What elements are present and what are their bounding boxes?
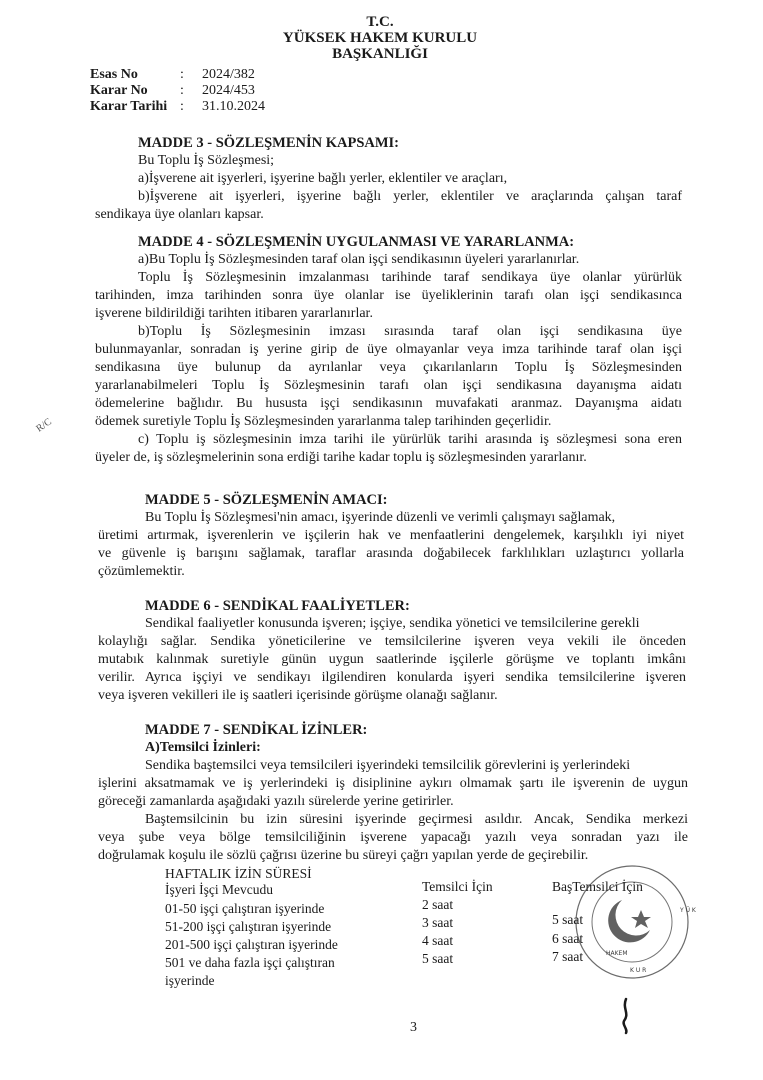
meta-karar-tarihi: Karar Tarihi : 31.10.2024 [90,99,265,114]
madde-5-line: çözümlemektir. [98,564,185,579]
madde-7-line: işlerini aksatmamak ve iş yerlerindeki iş disiplinine aykırı olmamak şartı ile işverenin de uygun [98,776,688,791]
madde-5-line: Bu Toplu İş Sözleşmesi'nin amacı, işyerinde düzenli ve verimli çalışmayı sağlamak, [145,510,616,525]
page-number: 3 [410,1020,417,1035]
table-cell: 01-50 işçi çalıştıran işyerinde [165,901,325,916]
madde-4-line: Toplu İş Sözleşmesinin imzalanması tarihinde taraf sendikaya üye olanlar yürürlük [138,270,682,285]
madde-4-line: tarihinden, imza tarihinden sonra üye olanlar ise üyeliklerinin tarafı olan işçi sendikasınca [95,288,682,303]
table-cell: 51-200 işçi çalıştıran işyerinde [165,919,332,934]
svg-text:Y Ü K: Y Ü K [680,907,696,914]
meta-value: 2024/453 [202,83,255,98]
madde-5-line: üretimi artırmak, işverenlerin ve işçilerin hak ve menfaatlerini dengelemek, karşılıklı iyi niyet [98,528,684,543]
table-cell: 2 saat [422,897,454,912]
madde-3-line: b)İşverene ait işyerleri, işyerine bağlı yerler, eklentiler ve araçlarında çalışan taraf [138,189,682,204]
signature-icon [612,995,642,1035]
header-line-tc: T.C. [366,14,394,30]
madde-4-line: yararlanabilmeleri Toplu İş Sözleşmesinin tarafı olan işçi sendikasına dayanışma aidatı [95,378,682,393]
table-cell: işyerinde [165,973,215,988]
table-cell: 501 ve daha fazla işçi çalıştıran [165,955,335,970]
table-header: BaşTemsilci İçin [552,879,643,894]
meta-value: 2024/382 [202,67,255,82]
madde-7-line: doğrulamak koşulu ile sözlü çağrısı üzerine bu süreyi çağrı yapılan yerde de geçirebilir. [98,848,589,863]
madde-4-line: ödemek suretiyle Toplu İş Sözleşmesinden yararlanma talep tarihinden geçerlidir. [95,414,552,429]
madde-6-line: Sendikal faaliyetler konusunda işveren; işçiye, sendika yönetici ve temsilcilerine gerekli [145,616,640,631]
meta-key: Karar No [90,83,148,98]
madde-4-line: a)Bu Toplu İş Sözleşmesinden taraf olan işçi sendikasının üyeleri yararlanırlar. [138,252,580,267]
meta-karar-no: Karar No : 2024/453 [90,83,255,98]
madde-3-line: a)İşverene ait işyerleri, işyerine bağlı yerler, eklentiler ve araçları, [138,171,508,186]
madde-4-line: c) Toplu iş sözleşmesinin imza tarihi ile yürürlük tarihi arasında iş sözleşmesi sona eren [138,432,682,447]
svg-text:K U R: K U R [630,967,647,974]
madde-7-line: Sendika baştemsilci veya temsilcileri işyerindeki temsilcilik görevlerini iş yerlerindeki [145,758,631,773]
madde-6-line: kolaylığı sağlar. Sendika yöneticilerine ve temsilcilerine işveren veya vekili ile önceden [98,634,686,649]
madde-7-line: Baştemsilcinin bu izin süresini işyerinde geçirmesi asıldır. Ancak, Sendika merkezi [145,812,688,827]
meta-value: 31.10.2024 [202,99,265,114]
madde-4-line: işverene bildirildiği tarihten itibaren yararlanırlar. [95,306,373,321]
madde-4-line: ödemelerine bağlıdır. Bu hususta işçi sendikasının muvafakati aranmaz. Dayanışma aidatı [95,396,682,411]
table-header: Temsilci İçin [422,879,493,894]
madde-3-title: MADDE 3 - SÖZLEŞMENİN KAPSAMI: [138,135,400,151]
madde-3-line: sendikaya üye olanları kapsar. [95,207,264,222]
table-cell: 5 saat [552,912,584,927]
madde-7-line: veya şube veya bölge temsilciliğinin işverene yapacağı yazılı veya sonradan yazı ile [98,830,688,845]
header-line-baskanlik: BAŞKANLIĞI [332,46,428,62]
meta-key: Karar Tarihi [90,99,168,114]
madde-3-line: Bu Toplu İş Sözleşmesi; [138,153,275,168]
madde-5-title: MADDE 5 - SÖZLEŞMENİN AMACI: [145,492,388,508]
madde-7-line: göreceği zamanlarda aşağıdaki yazılı sürelerde yerine getirirler. [98,794,454,809]
meta-key: Esas No [90,67,138,82]
table-cell: 3 saat [422,915,454,930]
official-seal-icon [542,860,696,990]
madde-7-title: MADDE 7 - SENDİKAL İZİNLER: [145,722,368,738]
table-cell: 6 saat [552,931,584,946]
header-line-kurul: YÜKSEK HAKEM KURULU [282,30,478,46]
madde-4-line: bulunmayanlar, sonradan iş yerine girip de üye olmayanlar veya imza tarihinde taraf olan işçi [95,342,682,357]
madde-6-title: MADDE 6 - SENDİKAL FAALİYETLER: [145,598,410,614]
svg-text:HAKEM: HAKEM [606,950,628,957]
table-cell: 4 saat [422,933,454,948]
madde-6-line: mutabık kalınmak suretiyle günün uygun saatlerinde işçilerle görüşme ve toplantı imkânı [98,652,686,667]
madde-4-line: sendikasına üye bulunup da ayrılanlar veya çıkarılanların Toplu İş Sözleşmesinden [95,360,682,375]
madde-6-line: veya işveren vekilleri ile iş saatleri içerisinde görüşme olanağı sağlanır. [98,688,498,703]
table-cell: 201-500 işçi çalıştıran işyerinde [165,937,338,952]
meta-esas-no: Esas No : 2024/382 [90,67,255,82]
table-title: HAFTALIK İZİN SÜRESİ [165,866,312,881]
table-header: İşyeri İşçi Mevcudu [165,882,273,897]
table-cell: 5 saat [422,951,454,966]
madde-4-title: MADDE 4 - SÖZLEŞMENİN UYGULANMASI VE YARARLANMA: [138,234,575,250]
madde-4-line: b)Toplu İş Sözleşmesinin imzası sırasında taraf olan işçi sendikasına üye [138,324,682,339]
madde-4-line: üyeler de, iş sözleşmelerinin sona erdiği tarihe kadar toplu iş sözleşmesinden yararlanır. [95,450,587,465]
margin-note: R/C [34,416,54,435]
madde-6-line: verilir. Ayrıca işçiyi ve sendikayı ilgilendiren konularda işyeri sendika temsilcilerine işveren [98,670,686,685]
madde-7-subtitle: A)Temsilci İzinleri: [145,740,261,755]
madde-5-line: ve güvenle iş barışını sağlamak, taraflar arasında doğabilecek farklılıkları uzlaştırıcı yollarla [98,546,684,561]
table-cell: 7 saat [552,949,584,964]
